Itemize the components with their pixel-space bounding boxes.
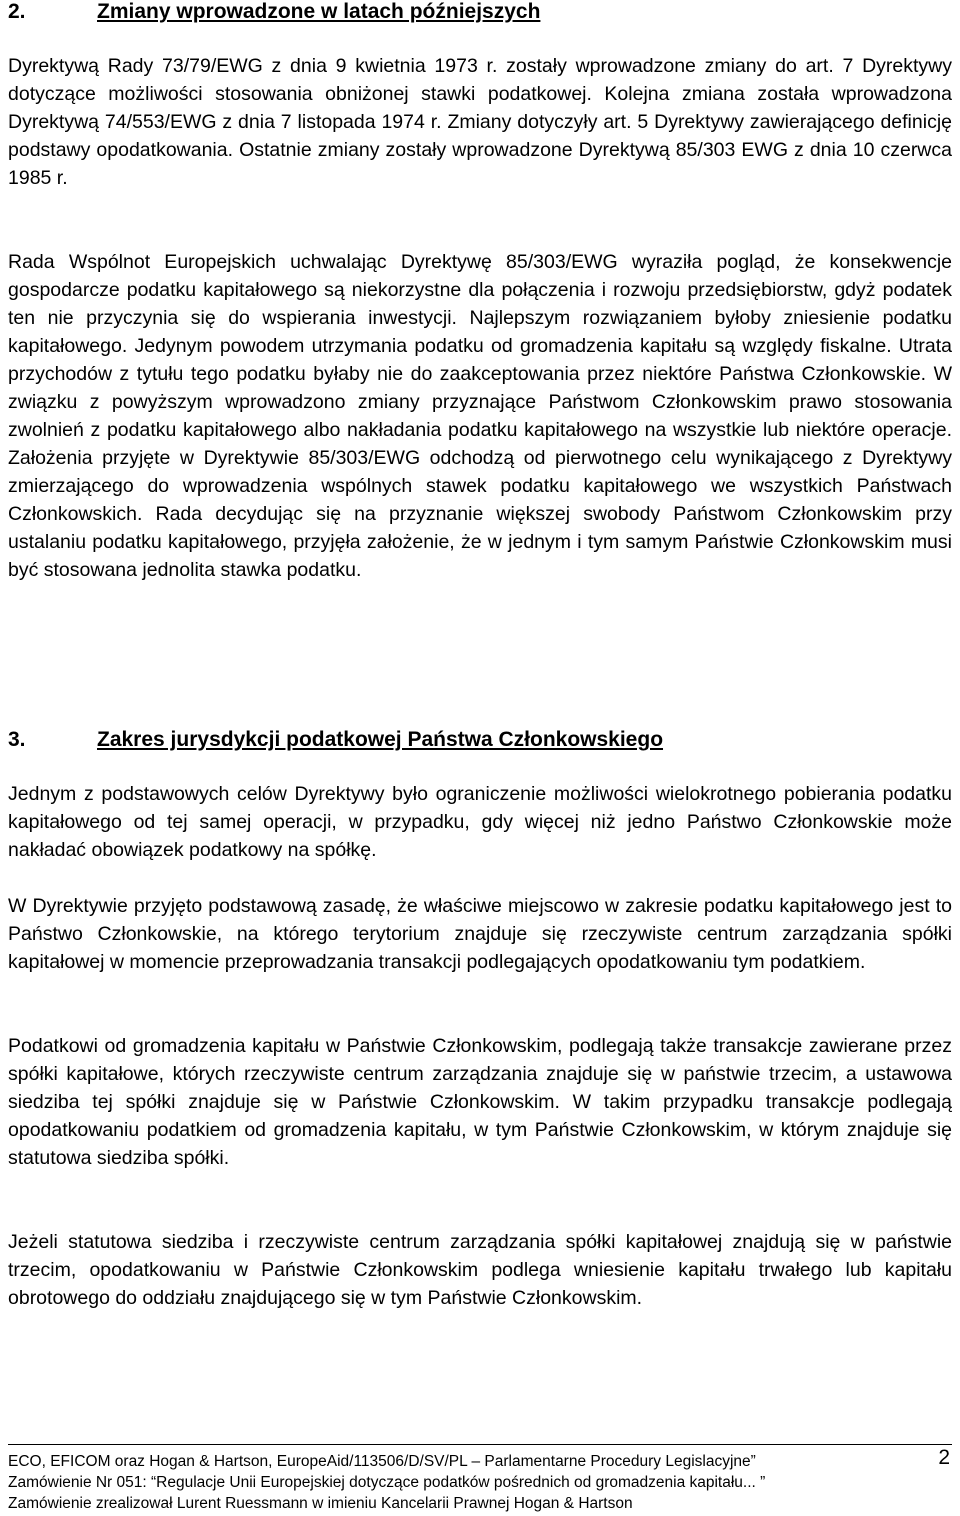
section-3-paragraph-3: Podatkowi od gromadzenia kapitału w Państwie Członkowskim, podlegają także transakcje zawierane przez spółki kapitałowe, których rzeczywiste centrum zarządzania znajduje się w państwie trzecim, a ustawowa siedziba tej spółki znajduje się w Państwie Członkowskim. W takim przypadku transakcje podlegają opodatkowaniu podatkiem od gromadzenia kapitału, w tym Państwie Członkowskim, w którym znajduje się statutowa siedziba spółki. — [8, 1035, 952, 1169]
section-2-title: Zmiany wprowadzone w latach późniejszych — [97, 0, 541, 23]
footer-line-2: Zamówienie Nr 051: “Regulacje Unii Europejskiej dotyczące podatków pośrednich od gromadzenia kapitału... ” — [8, 1474, 766, 1491]
section-3-paragraph-2: W Dyrektywie przyjęto podstawową zasadę, że właściwe miejscowo w zakresie podatku kapitałowego jest to Państwo Członkowskie, na którego terytorium znajduje się rzeczywiste centrum zarządzania spółki kapitałowej w momencie przeprowadzania transakcji podlegających opodatkowaniu tym podatkiem. — [8, 895, 952, 973]
footer-line-1: ECO, EFICOM oraz Hogan & Hartson, EuropeAid/113506/D/SV/PL – Parlamentarne Procedury Legislacyjne” — [8, 1453, 756, 1470]
section-2-paragraph-2: Rada Wspólnot Europejskich uchwalając Dyrektywę 85/303/EWG wyraziła pogląd, że konsekwencje gospodarcze podatku kapitałowego są niekorzystne dla połączenia i rozwoju przedsiębiorstw, gdyż podatek ten nie przyczynia się do wspierania inwestycji. Najlepszym rozwiązaniem byłoby zniesienie podatku kapitałowego. Jedynym powodem utrzymania podatku od gromadzenia kapitału są względy fiskalne. Utrata przychodów z tytułu tego podatku byłaby nie do zaakceptowania przez niektóre Państwa Członkowskie. W związku z powyższym wprowadzono zmiany przyznające Państwom Członkowskim prawo stosowania zwolnień z podatku kapitałowego albo nakładania podatku kapitałowego na wszystkie lub niektóre operacje. Założenia przyjęte w Dyrektywie 85/303/EWG odchodzą od pierwotnego celu wynikającego z Dyrektywy zmierzającego do wprowadzenia wspólnych stawek podatku kapitałowego we wszystkich Państwach Członkowskich. Rada decydując się na przyznanie większej swobody Państwom Członkowskim przy ustalaniu podatku kapitałowego, przyjęła założenie, że w jednym i tym samym Państwie Członkowskim musi być stosowana jednolita stawka podatku. — [8, 251, 952, 581]
page-number: 2 — [938, 1446, 950, 1469]
footer-line-3: Zamówienie zrealizował Lurent Ruessmann w imieniu Kancelarii Prawnej Hogan & Hartson — [8, 1495, 633, 1512]
section-2-number: 2. — [8, 0, 26, 23]
section-2-paragraph-1: Dyrektywą Rady 73/79/EWG z dnia 9 kwietnia 1973 r. zostały wprowadzone zmiany do art. 7 Dyrektywy dotyczące możliwości stosowania obniżonej stawki podatkowej. Kolejna zmiana została wprowadzona Dyrektywą 74/553/EWG z dnia 7 listopada 1974 r. Zmiany dotyczyły art. 5 Dyrektywy zawierającego definicję podstawy opodatkowania. Ostatnie zmiany zostały wprowadzone Dyrektywą 85/303 EWG z dnia 10 czerwca 1985 r. — [8, 55, 952, 189]
section-2-heading — [8, 0, 540, 24]
section-3-heading — [8, 728, 663, 752]
section-3-number: 3. — [8, 728, 26, 751]
section-3-paragraph-4: Jeżeli statutowa siedziba i rzeczywiste centrum zarządzania spółki kapitałowej znajdują się w państwie trzecim, opodatkowaniu w Państwie Członkowskim podlega wniesienie kapitału trwałego lub kapitału obrotowego do oddziału znajdującego się w tym Państwie Członkowskim. — [8, 1231, 952, 1309]
section-3-title: Zakres jurysdykcji podatkowej Państwa Członkowskiego — [97, 728, 664, 751]
section-3-paragraph-1: Jednym z podstawowych celów Dyrektywy było ograniczenie możliwości wielokrotnego pobierania podatku kapitałowego od tej samej operacji, w przypadku, gdy więcej niż jedno Państwo Członkowskie może nakładać obowiązek podatkowy na spółkę. — [8, 783, 952, 861]
page-footer — [8, 1444, 952, 1514]
